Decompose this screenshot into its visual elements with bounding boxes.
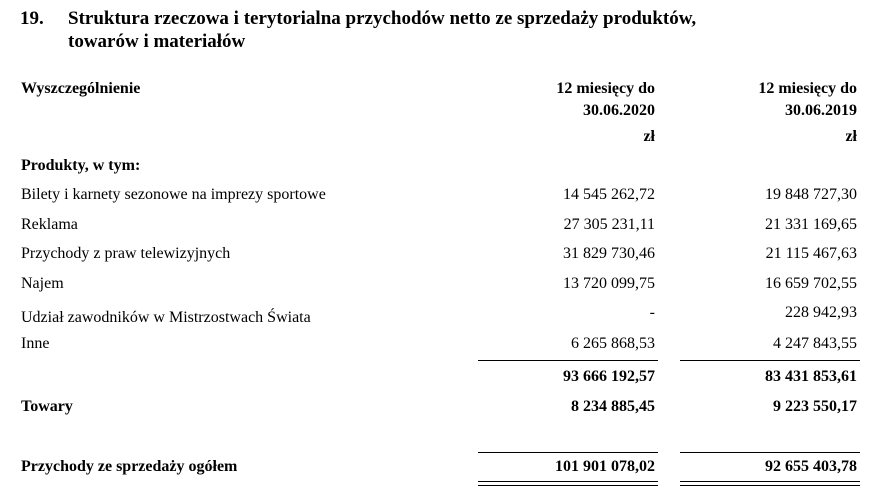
column-header-2019-line-1: 12 miesięcy do	[758, 80, 857, 97]
column-header-2020-line-2: 30.06.2020	[583, 102, 655, 119]
products-heading: Produkty, w tym:	[21, 157, 141, 174]
table-row-label: Inne	[21, 335, 50, 352]
column-header-2020-line-1: 12 miesięcy do	[556, 80, 655, 97]
table-row-value-2019: 21 115 467,63	[765, 245, 857, 262]
table-row-label: Udział zawodników w Mistrzostwach Świata	[21, 309, 311, 326]
total-double-rule-lower-2019	[680, 485, 860, 486]
table-row-value-2019: 228 942,93	[785, 304, 857, 321]
table-row-value-2019: 19 848 727,30	[765, 186, 857, 203]
total-label: Przychody ze sprzedaży ogółem	[21, 458, 238, 475]
goods-value-2019: 9 223 550,17	[773, 398, 857, 415]
section-title-line-1: Struktura rzeczowa i terytorialna przychodów netto ze sprzedaży produktów,	[68, 8, 697, 29]
section-title-line-2: towarów i materiałów	[68, 31, 246, 52]
goods-label: Towary	[21, 398, 73, 415]
goods-value-2020: 8 234 885,45	[571, 398, 655, 415]
total-double-rule-upper-2019	[680, 481, 860, 482]
total-double-rule-lower-2020	[478, 485, 658, 486]
table-row-value-2020: 27 305 231,11	[563, 216, 655, 233]
table-row-label: Najem	[21, 275, 64, 292]
table-row-value-2020: 31 829 730,46	[563, 245, 655, 262]
section-number: 19.	[20, 8, 44, 29]
total-top-rule-2020	[478, 452, 658, 453]
section-title	[68, 7, 868, 53]
table-row-label: Reklama	[21, 216, 78, 233]
column-header-2019-unit: zł	[845, 128, 857, 145]
table-row-label: Bilety i karnety sezonowe na imprezy sportowe	[21, 186, 326, 203]
products-subtotal-2020: 93 666 192,57	[563, 368, 655, 385]
products-subtotal-2019: 83 431 853,61	[765, 368, 857, 385]
total-top-rule-2019	[680, 452, 860, 453]
table-row-label: Przychody z praw telewizyjnych	[21, 245, 231, 262]
table-row-value-2019: 4 247 843,55	[773, 335, 857, 352]
table-row-value-2020: 14 545 262,72	[563, 186, 655, 203]
column-header-2019-line-2: 30.06.2019	[785, 102, 857, 119]
total-value-2019: 92 655 403,78	[765, 458, 857, 475]
column-header-label: Wyszczególnienie	[21, 80, 141, 97]
column-header-2020-unit: zł	[643, 128, 655, 145]
table-row-value-2020: 6 265 868,53	[571, 335, 655, 352]
subtotal-rule-2020	[478, 360, 658, 361]
total-double-rule-upper-2020	[478, 481, 658, 482]
table-row-value-2020: 13 720 099,75	[563, 275, 655, 292]
table-row-value-2020: -	[649, 304, 655, 321]
subtotal-rule-2019	[680, 360, 860, 361]
table-row-value-2019: 16 659 702,55	[765, 275, 857, 292]
total-value-2020: 101 901 078,02	[555, 458, 655, 475]
table-row-value-2019: 21 331 169,65	[765, 216, 857, 233]
